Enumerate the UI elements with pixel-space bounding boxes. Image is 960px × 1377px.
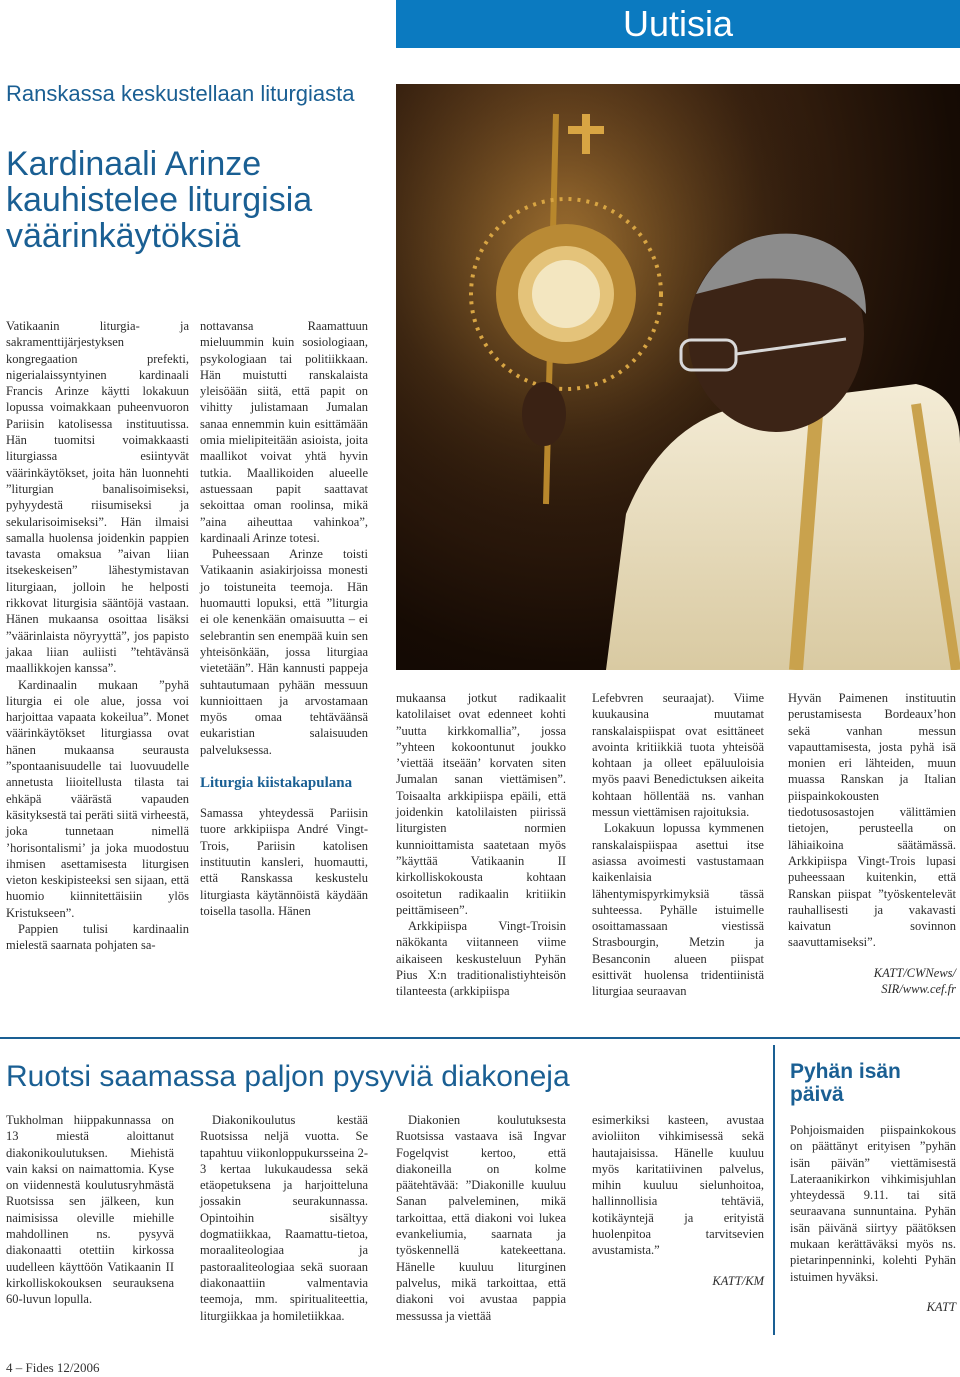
column-divider: [773, 1045, 775, 1335]
paragraph: Samassa yhteydessä Pariisin tuore arkkipiispa André Vingt-Trois, Pariisin katolisen instituutin kansleri, huomautti, että Ranskassa keskustelu liturgiasta käytännöistä käydään toisella tasolla. Hänen: [200, 806, 368, 918]
article2-column-1: [6, 1112, 174, 1308]
cardinal-photo-illustration: [396, 84, 960, 670]
article1-headline: Kardinaali Arinze kauhistelee liturgisia väärinkäytöksiä: [6, 145, 313, 255]
article3-column: [790, 1122, 956, 1315]
paragraph: nottavansa Raamattuun mieluummin kuin sosiologiaan, psykologiaan tai politiikkaan. Hän muistutti ranskalaista yleisöään siitä, että papit on vihitty julistamaan Jumalan sanaa ennemmin kuin esittämään omia mielipiteitään asioista, joita maallikot voivat yhtä hyvin tutkia. Maallikoiden alueelle astuessaan papit saattavat sekoittaa oman roolinsa, mikä ”aina aiheuttaa vahinkoa”, kardinaali Arinze totesi.: [200, 319, 368, 545]
credit-line: SIR/www.cef.fr: [881, 981, 956, 996]
article1-column-2: [200, 318, 368, 919]
paragraph: Kardinaalin mukaan ”pyhä liturgia ei ole alue, jossa voi harjoittaa vapaata kokeilua”. Monet väärinkäytökset liturgiassa ovat hänen mukaansa seurausta ”spontaanisuudelle tai luovuudelle annetusta liioitellusta tilasta tai ehkäpä väärästä vapauden käsityksestä tai peräti siitä virheestä, joka tunnetaan nimellä ’horisontalismi’ ja joka muodostuu ihmisen asettamisesta liturgisen vieton keskipisteeksi sen sijaan, että huomio kiinnitettäisiin ylös Kristukseen”.: [6, 677, 189, 920]
credit-line: KATT/CWNews/: [873, 965, 956, 980]
paragraph: Arkkipiispa Vingt-Troisin näkökanta viitanneen viime aikaiseen keskusteluun Pyhän Pius X:n traditionalistiyhteisön tilanteesta (arkkipiispa: [396, 919, 566, 999]
paragraph: Puheessaan Arinze toisti Vatikaanin asiakirjoissa monesti jo toistuneita teemoja. Hän huomautti lopuksi, että ”liturgia ei ole kenenkään omaisuutta – ei selebrantin sen enempää kuin sen yhteisönkään, jossa liturgiaa vietetään”. Hän kannusti pappeja suhtautumaan pyhään messuun kunnioittaen ja arvostamaan myös omaa tehtäväänsä eukaristian salaisuuden palveluksessa.: [200, 547, 368, 757]
article1-column-4: [592, 690, 764, 1000]
article2-column-3: [396, 1112, 566, 1324]
article2-credit: KATT/KM: [712, 1273, 764, 1288]
paragraph: Pohjoismaiden piispainkokous on päättänyt erityisen ”pyhän isän päivän” viettämisestä Lateraanikirkon vihkimisjuhlan yhteydessä 9.11. tai sitä seuraavana sunnuntaina. Pyhän isän päivänä siirtyy päätöksen mukaan kerättäväksi myös ns. pietarinpenninki, kolehti Pyhän istuimen hyväksi.: [790, 1123, 956, 1284]
article1-column-1: [6, 318, 189, 954]
article3-credit: KATT: [926, 1299, 956, 1314]
paragraph: Hyvän Paimenen instituutin perustamisesta Bordeaux’hon sekä vanhan messun vapauttamisesta, josta pyhä isä monien eri lähteiden, muun muassa Ranskan ja Italian piispainkokousten tiedotusosastojen välittämien tietojen, perusteella on lähiaikoina säätämässä. Arkkipiispa Vingt-Trois lupasi puheessaan kuitenkin, että Ranskan piispat ”työskentelevät rauhallisesti ja vakavasti kaivatun sovinnon saavuttamiseksi”.: [788, 691, 956, 950]
article2-headline: Ruotsi saamassa paljon pysyviä diakoneja: [6, 1060, 570, 1093]
article-photo: [396, 84, 960, 670]
article3-headline: Pyhän isän päivä: [790, 1060, 901, 1106]
paragraph: mukaansa jotkut radikaalit katolilaiset ovat edenneet kohti ”uutta kirkkomallia”, jossa ”yhteen kokoontunut joukko ’viettää itseään’ korvaten siten Jumalan sanan viettämisen”. Toisaalta arkkipiispa epäili, että joidenkin katolilaisten piirissä liturgisten normien kunnioittamista saatetaan myös ”käyttää Vatikaanin II kirkolliskokousta kohtaan osoitetun radikaalin kritiikin peittämiseen”.: [396, 691, 566, 917]
paragraph: Diakonikoulutus kestää Ruotsissa neljä vuotta. Se tapahtuu viikonloppukursseina 2-3 kertaa lukukaudessa sekä etäopetuksena ja harjoitteluna jossakin seurakunnassa. Opintoihin sisältyy dogmatiikkaa, Raamattu-tietoa, moraaliteologiaa ja pastoraaliteologiaa sekä suoraan diakonaattiin valmentavia teemoja, mm. spiritualiteettia, liturgiikkaa ja homiletiikkaa.: [200, 1113, 368, 1323]
paragraph: Pappien tulisi kardinaalin mielestä saarnata pohjaten sa-: [6, 921, 189, 953]
article1-kicker: Ranskassa keskustellaan liturgiasta: [6, 81, 355, 106]
article2-column-2: [200, 1112, 368, 1324]
article1-credit: [788, 965, 956, 997]
paragraph: Vatikaanin liturgia- ja sakramenttijärjestyksen kongregaation prefekti, nigerialaissyntyinen kardinaali Francis Arinze käytti lokakuun lopussa voimakkaan puheenvuoron Pariisin katolisessa instituutissa. Hän tuomitsi voimakkaasti liturgiassa esiintyvät väärinkäytökset, joita hän luonnehti ”liturgian banalisoimiseksi, pyhyydestä riisumiseksi ja sekularisoimiseksi”. Hän ilmaisi samalla huolensa joidenkin pappien tavasta omaksua ”aivan liian itsekeskeisen” lähestymistavan liturgiaan, jolloin he helposti rikkovat liturgisia sääntöjä vastaan. Hänen mukaansa osoittaa lisäksi ”väärinlaista nöyryyttä”, jos papisto jakaa liian auliisti ”tehtävänsä maallikkojen kanssa”.: [6, 319, 189, 676]
paragraph: esimerkiksi kasteen, avustaa avioliiton vihkimisessä sekä hautajaisissa. Hänelle kuuluu myös karitatiivinen palvelus, mihin kuuluu sielunhoitoa, hallinnollisia tehtäviä, kotikäyntejä ja erityistä huolenpitoa tarvitsevien avustamista.”: [592, 1113, 764, 1258]
paragraph: Lokakuun lopussa kymmenen ranskalaispiispaa asettui itse asiassa avoimesti vastustamaan kaikenlaisia lähentymispyrkimyksiä tässä suhteessa. Pyhälle istuimelle osoittamassaan viestissä Strasbourgin, Metzin ja Besanconin alueen piispat esittivät huolensa tridentiinistä liturgiaa seuraavan: [592, 821, 764, 999]
article1-subhead: Liturgia kiistakapulana: [200, 775, 353, 792]
page-footer: 4 – Fides 12/2006: [6, 1360, 100, 1375]
section-title: Uutisia: [622, 3, 734, 44]
section-divider: [0, 1037, 960, 1039]
paragraph: Lefebvren seuraajat). Viime kuukausina muutamat ranskalaispiispat ovat esittäneet avointa kritiikkiä tuota yhteisöä kohtaan ja olleet epäluuloisia myös paavi Benedictuksen aikeita kohtaan höllentää ns. vanhan messun viettämisen rajoituksia.: [592, 691, 764, 820]
article2-column-4: [592, 1112, 764, 1289]
paragraph: Tukholman hiippakunnassa on 13 miestä aloittanut diakonikoulutuksen. Miehistä vain kaksi on naimattomia. Kyse on viidennestä koulutusryhmästä Ruotsissa sen jälkeen, kun naimisissa oleville miehille mahdollinen ns. pysyvä diakonaatti otettiin kirkossa uudelleen käyttöön Vatikaanin II kirkolliskokouksen seurauksena 60-luvun lopulla.: [6, 1113, 174, 1307]
section-header: [396, 0, 960, 48]
paragraph: Diakonien koulutuksesta Ruotsissa vastaava isä Ingvar Fogelqvist kertoo, että diakoneilla on kolme päätehtävää: ”Diakonille kuuluu Sanan palveleminen, mikä tarkoittaa, että diakoni voi lukea evankeliumia, saarnata ja työskennellä katekeettana. Hänelle kuuluu liturginen palvelus, mikä tarkoittaa, että diakoni voi avustaa pappia messussa ja viettää: [396, 1113, 566, 1323]
article1-column-3: [396, 690, 566, 1000]
article1-column-5: [788, 690, 956, 997]
